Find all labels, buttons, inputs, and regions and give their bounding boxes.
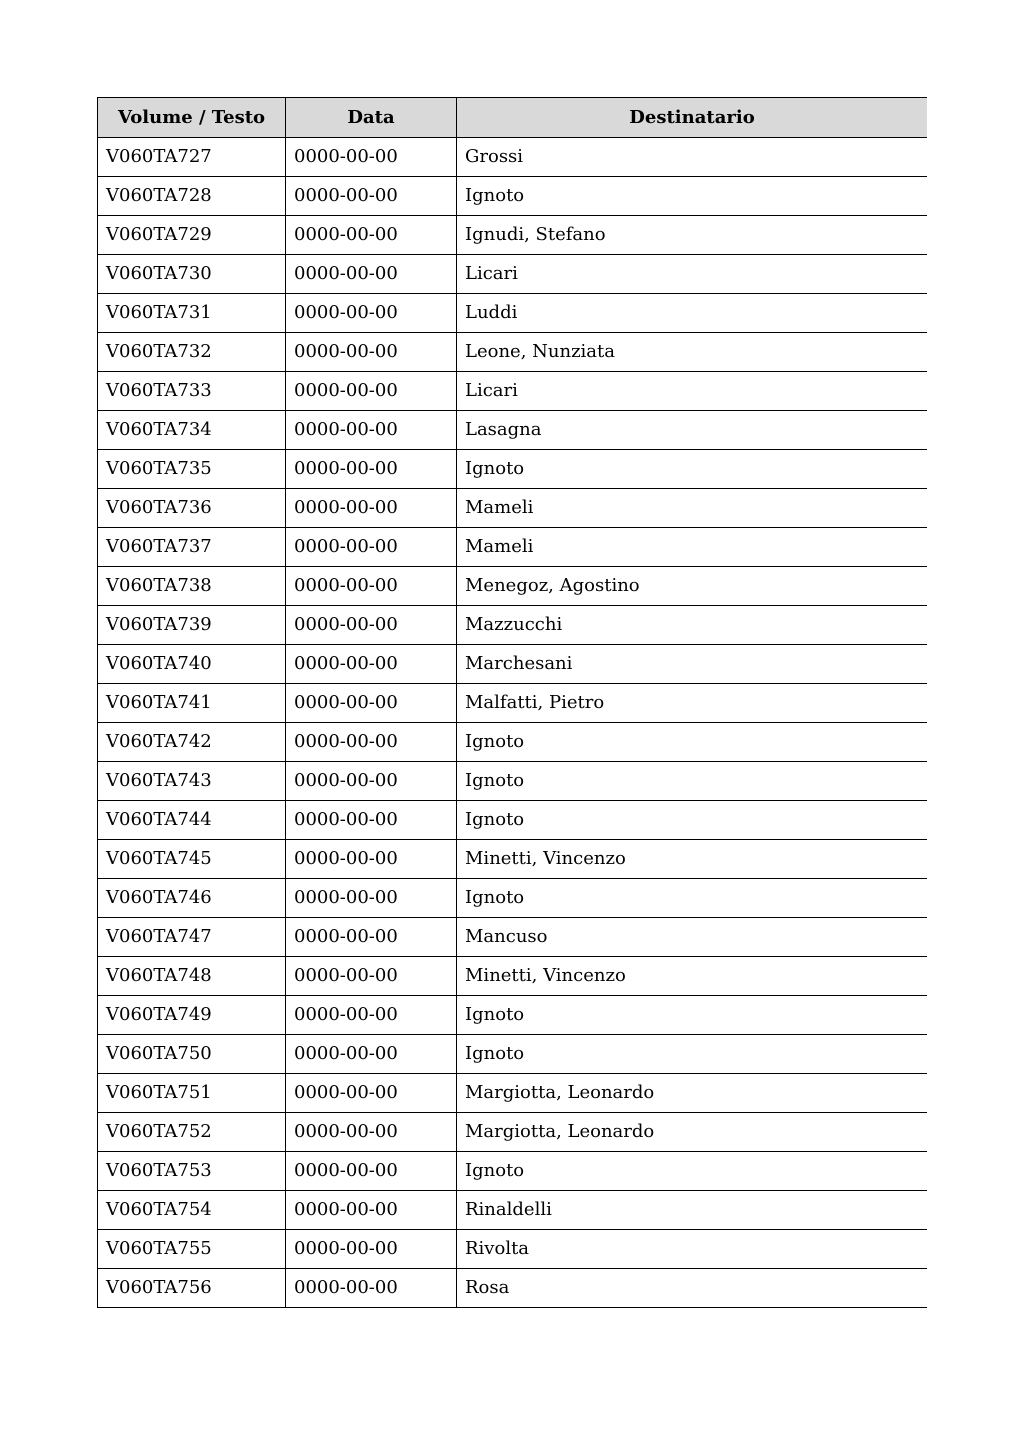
letters-table xyxy=(97,97,927,1308)
header-destinatario: Destinatario xyxy=(457,98,928,138)
cell-data: 0000-00-00 xyxy=(286,606,457,645)
cell-data: 0000-00-00 xyxy=(286,801,457,840)
cell-volume-testo: V060TA739 xyxy=(98,606,286,645)
cell-destinatario: Ignoto xyxy=(457,1035,928,1074)
cell-volume-testo: V060TA738 xyxy=(98,567,286,606)
cell-volume-testo: V060TA745 xyxy=(98,840,286,879)
table-row xyxy=(98,450,928,489)
cell-volume-testo: V060TA733 xyxy=(98,372,286,411)
table-row xyxy=(98,996,928,1035)
table-row xyxy=(98,918,928,957)
cell-data: 0000-00-00 xyxy=(286,450,457,489)
table-container xyxy=(97,97,927,1312)
table-row xyxy=(98,333,928,372)
cell-destinatario: Malfatti, Pietro xyxy=(457,684,928,723)
cell-volume-testo: V060TA747 xyxy=(98,918,286,957)
cell-data: 0000-00-00 xyxy=(286,918,457,957)
cell-data: 0000-00-00 xyxy=(286,372,457,411)
cell-destinatario: Margiotta, Leonardo xyxy=(457,1074,928,1113)
cell-volume-testo: V060TA736 xyxy=(98,489,286,528)
cell-destinatario: Ignoto xyxy=(457,879,928,918)
table-row xyxy=(98,606,928,645)
table-row xyxy=(98,1074,928,1113)
cell-destinatario: Ignoto xyxy=(457,801,928,840)
cell-data: 0000-00-00 xyxy=(286,216,457,255)
cell-data: 0000-00-00 xyxy=(286,1230,457,1269)
cell-volume-testo: V060TA750 xyxy=(98,1035,286,1074)
cell-volume-testo: V060TA729 xyxy=(98,216,286,255)
cell-volume-testo: V060TA744 xyxy=(98,801,286,840)
cell-destinatario: Licari xyxy=(457,372,928,411)
table-row xyxy=(98,138,928,177)
cell-destinatario: Luddi xyxy=(457,294,928,333)
cell-data: 0000-00-00 xyxy=(286,1269,457,1308)
cell-destinatario: Minetti, Vincenzo xyxy=(457,957,928,996)
cell-destinatario: Menegoz, Agostino xyxy=(457,567,928,606)
table-row xyxy=(98,957,928,996)
table-row xyxy=(98,684,928,723)
cell-destinatario: Ignoto xyxy=(457,723,928,762)
cell-destinatario: Mameli xyxy=(457,528,928,567)
cell-destinatario: Rinaldelli xyxy=(457,1191,928,1230)
table-row xyxy=(98,840,928,879)
cell-volume-testo: V060TA732 xyxy=(98,333,286,372)
cell-destinatario: Rosa xyxy=(457,1269,928,1308)
table-row xyxy=(98,801,928,840)
cell-volume-testo: V060TA746 xyxy=(98,879,286,918)
cell-destinatario: Mameli xyxy=(457,489,928,528)
table-row xyxy=(98,723,928,762)
cell-volume-testo: V060TA755 xyxy=(98,1230,286,1269)
header-row xyxy=(98,98,928,138)
table-row xyxy=(98,177,928,216)
table-row xyxy=(98,411,928,450)
cell-destinatario: Mazzucchi xyxy=(457,606,928,645)
cell-data: 0000-00-00 xyxy=(286,840,457,879)
table-row xyxy=(98,489,928,528)
table-row xyxy=(98,1152,928,1191)
cell-data: 0000-00-00 xyxy=(286,996,457,1035)
table-header xyxy=(98,98,928,138)
cell-data: 0000-00-00 xyxy=(286,333,457,372)
cell-destinatario: Ignoto xyxy=(457,450,928,489)
cell-volume-testo: V060TA741 xyxy=(98,684,286,723)
cell-data: 0000-00-00 xyxy=(286,684,457,723)
cell-data: 0000-00-00 xyxy=(286,723,457,762)
cell-volume-testo: V060TA749 xyxy=(98,996,286,1035)
cell-volume-testo: V060TA727 xyxy=(98,138,286,177)
cell-volume-testo: V060TA740 xyxy=(98,645,286,684)
cell-destinatario: Ignudi, Stefano xyxy=(457,216,928,255)
table-row xyxy=(98,1230,928,1269)
cell-data: 0000-00-00 xyxy=(286,1113,457,1152)
table-row xyxy=(98,372,928,411)
cell-destinatario: Mancuso xyxy=(457,918,928,957)
cell-volume-testo: V060TA751 xyxy=(98,1074,286,1113)
header-data: Data xyxy=(286,98,457,138)
header-volume-testo: Volume / Testo xyxy=(98,98,286,138)
cell-volume-testo: V060TA754 xyxy=(98,1191,286,1230)
table-row xyxy=(98,294,928,333)
cell-volume-testo: V060TA756 xyxy=(98,1269,286,1308)
cell-destinatario: Ignoto xyxy=(457,762,928,801)
cell-data: 0000-00-00 xyxy=(286,879,457,918)
cell-destinatario: Marchesani xyxy=(457,645,928,684)
cell-destinatario: Licari xyxy=(457,255,928,294)
cell-destinatario: Rivolta xyxy=(457,1230,928,1269)
cell-volume-testo: V060TA753 xyxy=(98,1152,286,1191)
table-body xyxy=(98,138,928,1308)
table-row xyxy=(98,528,928,567)
cell-destinatario: Leone, Nunziata xyxy=(457,333,928,372)
cell-data: 0000-00-00 xyxy=(286,1152,457,1191)
cell-data: 0000-00-00 xyxy=(286,1191,457,1230)
cell-volume-testo: V060TA743 xyxy=(98,762,286,801)
cell-volume-testo: V060TA730 xyxy=(98,255,286,294)
cell-data: 0000-00-00 xyxy=(286,489,457,528)
cell-volume-testo: V060TA752 xyxy=(98,1113,286,1152)
table-row xyxy=(98,762,928,801)
table-row xyxy=(98,567,928,606)
cell-destinatario: Minetti, Vincenzo xyxy=(457,840,928,879)
cell-volume-testo: V060TA748 xyxy=(98,957,286,996)
cell-volume-testo: V060TA734 xyxy=(98,411,286,450)
cell-data: 0000-00-00 xyxy=(286,957,457,996)
cell-data: 0000-00-00 xyxy=(286,255,457,294)
cell-volume-testo: V060TA728 xyxy=(98,177,286,216)
table-row xyxy=(98,1035,928,1074)
cell-data: 0000-00-00 xyxy=(286,177,457,216)
cell-data: 0000-00-00 xyxy=(286,528,457,567)
cell-data: 0000-00-00 xyxy=(286,1074,457,1113)
table-row xyxy=(98,645,928,684)
cell-volume-testo: V060TA731 xyxy=(98,294,286,333)
table-row xyxy=(98,1191,928,1230)
table-row xyxy=(98,879,928,918)
cell-volume-testo: V060TA737 xyxy=(98,528,286,567)
table-row xyxy=(98,1269,928,1308)
table-row xyxy=(98,1113,928,1152)
cell-destinatario: Lasagna xyxy=(457,411,928,450)
cell-data: 0000-00-00 xyxy=(286,645,457,684)
cell-data: 0000-00-00 xyxy=(286,294,457,333)
cell-data: 0000-00-00 xyxy=(286,567,457,606)
cell-destinatario: Ignoto xyxy=(457,177,928,216)
cell-data: 0000-00-00 xyxy=(286,411,457,450)
cell-destinatario: Ignoto xyxy=(457,996,928,1035)
cell-destinatario: Grossi xyxy=(457,138,928,177)
cell-data: 0000-00-00 xyxy=(286,762,457,801)
cell-data: 0000-00-00 xyxy=(286,1035,457,1074)
cell-destinatario: Ignoto xyxy=(457,1152,928,1191)
cell-volume-testo: V060TA735 xyxy=(98,450,286,489)
table-row xyxy=(98,255,928,294)
cell-data: 0000-00-00 xyxy=(286,138,457,177)
table-row xyxy=(98,216,928,255)
cell-destinatario: Margiotta, Leonardo xyxy=(457,1113,928,1152)
cell-volume-testo: V060TA742 xyxy=(98,723,286,762)
